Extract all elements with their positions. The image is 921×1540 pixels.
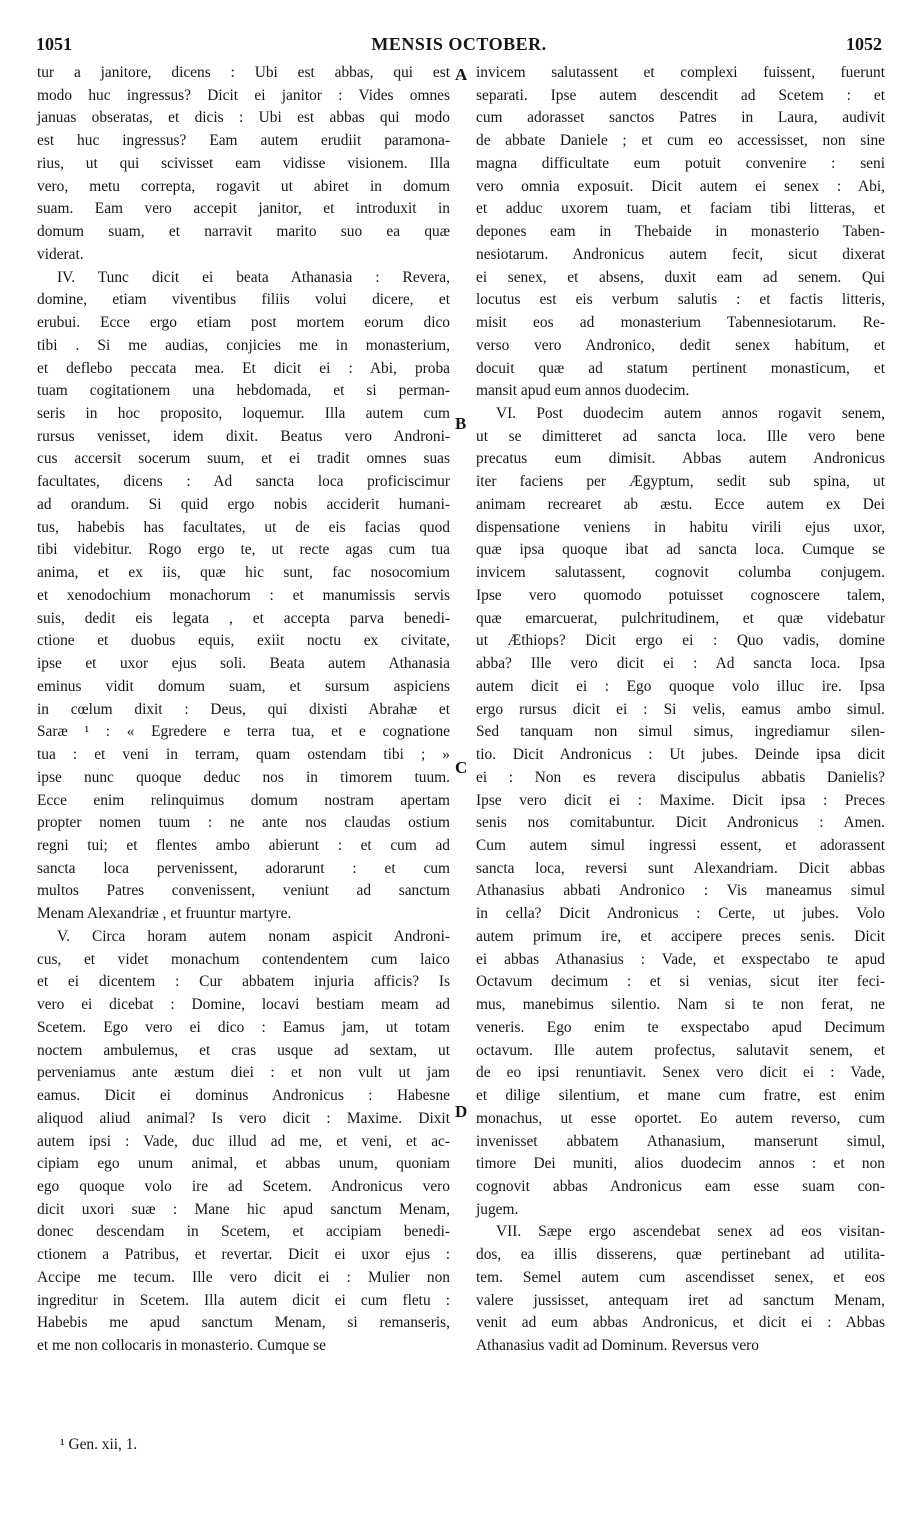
text-line: sancta loca, reversi sunt Alexandriam. Dicit abbas — [476, 859, 885, 877]
text-line: monachus, ut esse oportet. Eo autem reverso, cum — [476, 1109, 885, 1127]
text-line: de abbate Daniele ; et cum eo accessisset, non sine — [476, 132, 885, 150]
text-line: facultates, dicens : Ad sancta loca proficiscimur — [37, 473, 450, 491]
text-line: magna difficultate eum potuit convenire : seni — [476, 154, 885, 172]
text-line: perveniamus ante æstum diei : et non vult ut jam — [37, 1064, 450, 1082]
text-line: abba? Ille vero dicit ei : Ad sancta loca. Ipsa — [476, 655, 885, 673]
text-line: in cœlum dixit : Deus, qui dixisti Abrahæ et — [37, 700, 450, 718]
text-line: depones eam in Thebaide in monasterio Taben- — [476, 223, 885, 241]
text-line: Saræ ¹ : « Egredere e terra tua, et e cognatione — [37, 723, 450, 741]
text-line: viderat. — [37, 245, 84, 263]
text-line: cus, et videt monachum contendentem cum laico — [37, 950, 450, 968]
text-line: tem. Semel autem cum ascendisset senex, et eos — [476, 1268, 885, 1286]
text-line: autem primum ire, et accipere preces senis. Dicit — [476, 927, 885, 945]
text-line: invenisset abbatem Athanasium, manserunt simul, — [476, 1132, 885, 1150]
text-line: Cum autem simul ingressi essent, et adorassent — [476, 836, 885, 854]
text-line: de eo ipsi renuntiavit. Senex vero dicit ei : Vade, — [476, 1064, 885, 1082]
text-line: senis nos comitabuntur. Dicit Andronicus : Amen. — [476, 814, 885, 832]
text-line: Ecce enim relinquimus domum nostram apertam — [37, 791, 450, 809]
text-line: IV. Tunc dicit ei beata Athanasia : Revera, — [57, 268, 450, 286]
text-line: et adduc uxorem tuam, et faciam tibi litteras, et — [476, 200, 885, 218]
text-line: veneris. Ego enim te exspectabo apud Decimum — [476, 1018, 885, 1036]
text-line: eminus vidit domum suam, et sursum aspiciens — [37, 677, 450, 695]
text-line: domine, etiam viventibus filiis volui dicere, et — [37, 291, 450, 309]
text-line: ipse nunc quoque deduc nos in timorem tuum. — [37, 768, 450, 786]
text-line: ei : Non es revera discipulus abbatis Danielis? — [476, 768, 885, 786]
text-line: et deflebo peccata mea. Et dicit ei : Abi, proba — [37, 359, 450, 377]
text-line: quæ ipsa quoque ibat ad sancta loca. Cumque se — [476, 541, 885, 559]
text-line: vero omnia exposuit. Dicit autem ei senex : Abi, — [476, 177, 885, 195]
text-line: Menam Alexandriæ , et fruuntur martyre. — [37, 905, 292, 923]
text-line: verso vero Andronico, dedit senex habitum, et — [476, 336, 885, 354]
text-line: autem dicit ei : Ego quoque volo illuc ire. Ipsa — [476, 677, 885, 695]
text-line: VI. Post duodecim autem annos rogavit senem, — [496, 405, 885, 423]
text-line: ei senex, et absens, duxit eam ad senem. Qui — [476, 268, 885, 286]
text-line: nesiotarum. Andronicus autem fecit, sicut dixerat — [476, 245, 885, 263]
text-line: quæ emarcuerat, pulchritudinem, et quæ videbatur — [476, 609, 885, 627]
text-line: et me non collocaris in monasterio. Cumque se — [37, 1337, 326, 1355]
text-line: ego quoque volo ire ad Scetem. Andronicus vero — [37, 1177, 450, 1195]
page-number-right: 1052 — [846, 34, 882, 54]
text-line: est huc ingressus? Eam autem erudiit paramona- — [37, 132, 450, 150]
text-line: ipse et uxor ejus soli. Beata autem Athanasia — [37, 655, 450, 673]
running-title: MENSIS OCTOBER. — [371, 34, 547, 54]
text-line: tus, habebis has facultates, ut de eis facias quod — [37, 518, 450, 536]
text-line: aliquod aliud animal? Is vero dicit : Maxime. Dixit — [37, 1109, 450, 1127]
text-line: ctionem a Patribus, et revertar. Dicit ei uxor ejus : — [37, 1246, 450, 1264]
text-line: cognovit abbas Andronicus eam esse suam con- — [476, 1177, 885, 1195]
text-line: misit eos ad monasterium Tabennesiotarum. Re- — [476, 314, 885, 332]
text-line: mus, manebimus silentio. Nam si te non ferat, ne — [476, 996, 885, 1014]
text-line: mansit apud eum annos duodecim. — [476, 382, 690, 400]
footnote: ¹ Gen. xii, 1. — [60, 1436, 138, 1453]
right-column — [476, 62, 885, 1358]
margin-marker-d: D — [455, 1102, 468, 1121]
text-line: erubui. Ecce ergo etiam post mortem eorum dico — [37, 314, 450, 332]
text-line: multos Patres convenissent, veniunt ad sanctum — [37, 882, 450, 900]
left-column — [37, 62, 450, 1358]
text-line: in cella? Dicit Andronicus : Certe, ut jubes. Volo — [476, 905, 885, 923]
text-line: noctem ambulemus, et cras usque ad sextam, ut — [37, 1041, 450, 1059]
text-line: anima, et ex iis, quæ hic sunt, fac nosocomium — [37, 564, 450, 582]
text-line: valere jussisset, antequam iret ad sanctum Menam, — [476, 1291, 885, 1309]
page-header — [36, 34, 882, 60]
text-line: Sed tanquam non simul simus, ingrediamur silen- — [476, 723, 885, 741]
margin-marker-b: B — [455, 414, 467, 433]
text-line: V. Circa horam autem nonam aspicit Androni- — [57, 927, 450, 945]
text-line: venit ad eum abbas Andronicus, et dicit ei : Abbas — [476, 1314, 885, 1332]
text-line: et ei dicentem : Cur abbatem injuria afficis? Is — [37, 973, 450, 991]
margin-marker-c: C — [455, 758, 468, 777]
text-line: modo huc ingressus? Dicit ei janitor : Vides omnes — [37, 86, 450, 104]
text-line: ctione et duobus equis, exiit noctu ex civitate, — [37, 632, 450, 650]
text-line: Habebis me apud sanctum Menam, si remanseris, — [37, 1314, 450, 1332]
text-line: ut se dimitteret ad sancta loca. Ille vero bene — [476, 427, 885, 445]
text-line: januas obseratas, et dicis : Ubi est abbas qui modo — [37, 109, 450, 127]
text-line: VII. Sæpe ergo ascendebat senex ad eos visitan- — [496, 1223, 885, 1241]
text-line: cus accersit socerum suum, et ei tradit omnes suas — [37, 450, 450, 468]
text-line: ad orandum. Si quid ergo nobis acciderit humani- — [37, 495, 450, 513]
text-line: ingreditur in Scetem. Illa autem dicit ei cum fletu : — [37, 1291, 450, 1309]
text-line: propter nomen tuum : ne ante nos claudas ostium — [37, 814, 450, 832]
text-line: et xenodochium monachorum : et manumissis servis — [37, 586, 450, 604]
margin-marker-a: A — [455, 65, 468, 84]
text-line: invicem salutassent, cognovit columba conjugem. — [476, 564, 885, 582]
text-line: tibi . Si me audias, conjicies me in monasterium, — [37, 336, 450, 354]
text-line: tibi videbitur. Rogo ergo te, ut recte agas cum tua — [37, 541, 450, 559]
text-line: suam. Eam vero accepit janitor, et introduxit in — [37, 200, 450, 218]
text-line: animam recrearet ab æstu. Ecce autem ex Dei — [476, 495, 885, 513]
text-line: vero ei dicebat : Domine, locavi bestiam meam ad — [37, 996, 450, 1014]
text-line: Ipse vero quomodo potuisset cognoscere talem, — [476, 586, 885, 604]
text-line: Ipse vero dicit ei : Maxime. Dicit ipsa : Preces — [476, 791, 885, 809]
text-line: tio. Dicit Andronicus : Ut jubes. Deinde ipsa dicit — [476, 746, 885, 764]
text-line: ei abbas Athanasius : Vade, et exspectabo te apud — [476, 950, 885, 968]
text-line: Athanasius vadit ad Dominum. Reversus vero — [476, 1337, 759, 1355]
text-line: Octavum decimum : et si venias, sicut iter feci- — [476, 973, 885, 991]
text-line: tur a janitore, dicens : Ubi est abbas, qui est — [37, 64, 450, 81]
text-line: Athanasius abbati Andronico : Vis maneamus simul — [476, 882, 885, 900]
text-line: et dilige silentium, et mane cum fratre, est enim — [476, 1087, 885, 1105]
text-line: dicit uxori suæ : Mane hic apud sanctum Menam, — [37, 1200, 450, 1218]
text-line: ergo rursus dicit ei : Si velis, eamus ambo simul. — [476, 700, 885, 718]
text-line: tua : et veni in terram, quam ostendam tibi ; » — [37, 746, 450, 764]
text-line: rius, ut qui scivisset eam vidisse visionem. Illa — [37, 154, 450, 172]
text-line: separati. Ipse autem descendit ad Scetem : et — [476, 86, 885, 104]
text-line: dispensatione veniens in habitu virili ejus uxor, — [476, 518, 885, 536]
text-line: regni tui; et flentes ambo abierunt : et cum ad — [37, 836, 450, 854]
text-line: octavum. Ille autem profectus, salutavit senem, et — [476, 1041, 885, 1059]
text-line: precatus eum dimisit. Abbas autem Andronicus — [476, 450, 885, 468]
text-line: locutus est eis verbum salutis : et factis litteris, — [476, 291, 885, 309]
text-line: cum adorasset sanctos Patres in Laura, audivit — [476, 109, 885, 127]
text-line: eamus. Dicit ei dominus Andronicus : Habesne — [37, 1087, 450, 1105]
text-line: seris in hoc proposito, loquemur. Illa autem cum — [37, 405, 450, 423]
text-line: donec descendam in Scetem, et accipiam benedi- — [37, 1223, 450, 1241]
text-line: docuit quæ ad statum pertinent monasticum, et — [476, 359, 885, 377]
text-line: domum suam, et narravit marito suo ea quæ — [37, 223, 450, 241]
text-line: tuam cogitationem una hebdomada, et si perman- — [37, 382, 450, 400]
text-line: invicem salutassent et complexi fuissent, fuerunt — [476, 64, 885, 81]
text-line: dos, ea illis disserens, quæ pertinebant ad utilita- — [476, 1246, 885, 1264]
page-number-left: 1051 — [36, 34, 72, 54]
text-line: cipiam ego unum animal, et abbas unum, quoniam — [37, 1155, 450, 1173]
text-line: vero, metu correpta, rogavit ut abiret in domum — [37, 177, 450, 195]
text-line: ut Æthiops? Dicit ergo ei : Quo vadis, domine — [476, 632, 885, 650]
text-line: autem ipsi : Vade, duc illud ad me, et veni, et ac- — [37, 1132, 450, 1150]
text-line: iter faciens per Ægyptum, sedit sub spina, ut — [476, 473, 885, 491]
text-line: sancta loca pervenissent, adorarunt : et cum — [37, 859, 450, 877]
text-line: timore Dei muniti, alios duodecim annos : et non — [476, 1155, 885, 1173]
text-line: Accipe me tecum. Ille vero dicit ei : Mulier non — [37, 1268, 450, 1286]
text-line: jugem. — [476, 1200, 519, 1218]
text-line: rursus venisset, idem dixit. Beatus vero Androni- — [37, 427, 450, 445]
text-line: Scetem. Ego vero ei dico : Eamus jam, ut totam — [37, 1018, 450, 1036]
text-line: suis, dedit eis legata , et accepta parva benedi- — [37, 609, 450, 627]
